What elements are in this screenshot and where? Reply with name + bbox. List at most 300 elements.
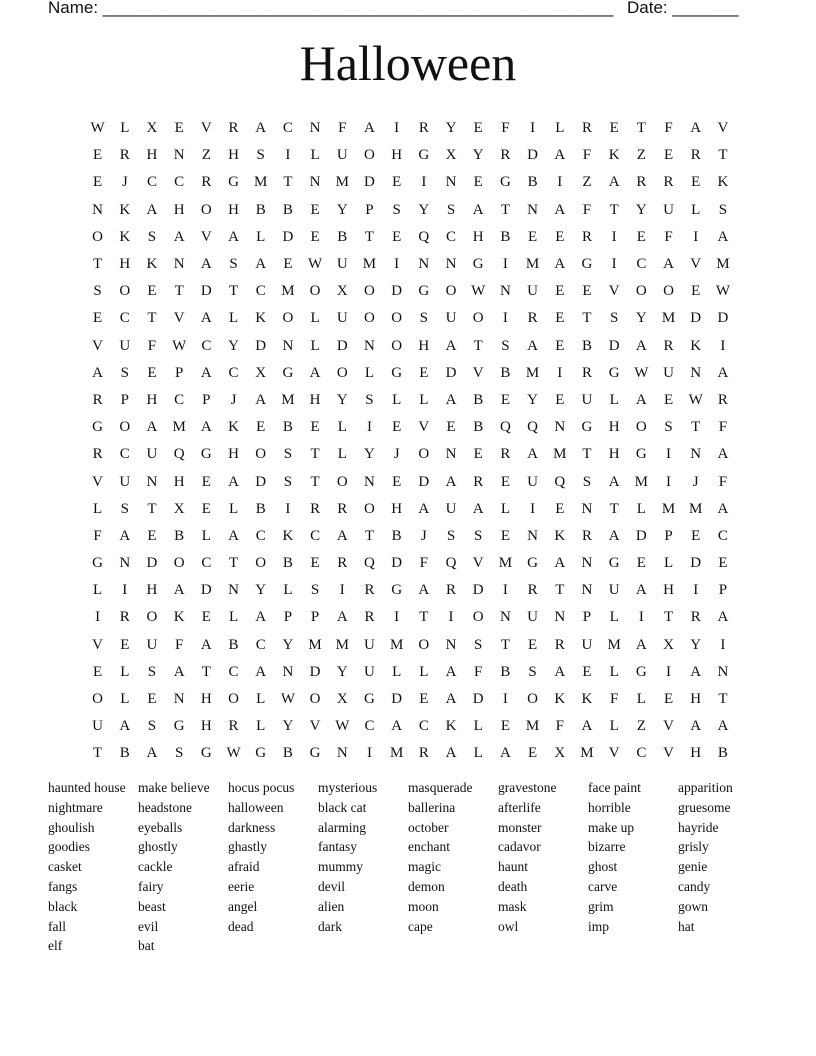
grid-letter: D bbox=[364, 174, 375, 191]
word-list-item: demon bbox=[408, 878, 445, 894]
grid-letter: O bbox=[255, 446, 267, 463]
grid-letter: E bbox=[473, 446, 483, 463]
grid-letter: G bbox=[608, 555, 620, 572]
header bbox=[48, 0, 748, 18]
grid-letter: R bbox=[364, 609, 375, 626]
grid-letter: A bbox=[336, 609, 348, 626]
grid-letter: D bbox=[418, 473, 430, 490]
grid-letter: Y bbox=[282, 636, 294, 653]
grid-letter: E bbox=[310, 201, 320, 218]
grid-letter: E bbox=[147, 691, 157, 708]
grid-letter: A bbox=[228, 527, 239, 544]
grid-letter: V bbox=[663, 718, 674, 735]
grid-letter: K bbox=[445, 718, 457, 735]
word-list-item: hocus pocus bbox=[228, 780, 295, 795]
grid-letter: M bbox=[634, 473, 649, 490]
grid-letter: N bbox=[499, 609, 511, 626]
grid-letter: H bbox=[228, 201, 239, 218]
grid-letter: O bbox=[336, 364, 348, 381]
grid-letter: E bbox=[419, 691, 429, 708]
word-list-item: apparition bbox=[678, 780, 733, 795]
grid-letter: M bbox=[661, 500, 676, 517]
grid-letter: B bbox=[282, 419, 293, 436]
word-list-item: gruesome bbox=[678, 799, 731, 815]
grid-letter: I bbox=[394, 120, 400, 137]
grid-letter: M bbox=[389, 745, 404, 762]
grid-letter: E bbox=[93, 310, 103, 327]
word-list bbox=[48, 780, 768, 958]
grid-letter: A bbox=[92, 364, 104, 381]
grid-letter: B bbox=[282, 555, 293, 572]
grid-letter: A bbox=[445, 337, 457, 354]
grid-letter: E bbox=[93, 663, 103, 680]
grid-letter: U bbox=[527, 473, 539, 490]
grid-letter: O bbox=[282, 310, 294, 327]
grid-letter: F bbox=[474, 663, 483, 680]
grid-letter: G bbox=[200, 745, 212, 762]
grid-letter: Z bbox=[636, 147, 646, 164]
grid-letter: U bbox=[119, 473, 131, 490]
grid-letter: K bbox=[690, 337, 702, 354]
grid-letter: Y bbox=[336, 201, 348, 218]
grid-letter: E bbox=[419, 364, 429, 381]
grid-letter: T bbox=[500, 201, 510, 218]
word-list-item: genie bbox=[678, 859, 708, 875]
grid-letter: N bbox=[527, 527, 539, 544]
grid-letter: M bbox=[281, 283, 295, 300]
grid-letter: E bbox=[636, 228, 646, 245]
grid-letter: W bbox=[226, 745, 241, 762]
grid-letter: T bbox=[582, 446, 592, 463]
grid-letter: F bbox=[664, 120, 673, 137]
grid-letter: H bbox=[173, 473, 185, 490]
grid-letter: Z bbox=[636, 718, 646, 735]
grid-letter: D bbox=[391, 555, 403, 572]
grid-letter: A bbox=[472, 201, 484, 218]
grid-letter: I bbox=[421, 174, 427, 191]
grid-letter: O bbox=[472, 310, 484, 327]
grid-letter: N bbox=[445, 636, 457, 653]
grid-letter: G bbox=[581, 256, 593, 273]
grid-letter: L bbox=[691, 201, 701, 218]
grid-letter: V bbox=[92, 636, 104, 653]
word-list-item: casket bbox=[48, 859, 82, 875]
grid-letter: A bbox=[119, 527, 131, 544]
grid-letter: C bbox=[446, 228, 457, 245]
grid-letter: E bbox=[528, 745, 538, 762]
grid-letter: N bbox=[690, 446, 702, 463]
grid-letter: B bbox=[255, 201, 266, 218]
grid-letter: H bbox=[690, 691, 702, 708]
grid-letter: B bbox=[581, 337, 592, 354]
grid-letter: L bbox=[310, 310, 320, 327]
grid-letter: I bbox=[502, 582, 508, 599]
word-list-item: death bbox=[498, 878, 528, 894]
grid-letter: G bbox=[635, 663, 647, 680]
grid-letter: R bbox=[418, 120, 429, 137]
grid-letter: E bbox=[582, 663, 592, 680]
grid-letter: A bbox=[554, 256, 566, 273]
grid-letter: K bbox=[717, 174, 729, 191]
word-list-item: mask bbox=[498, 898, 527, 914]
grid-letter: F bbox=[582, 147, 592, 164]
word-list-item: carve bbox=[588, 878, 618, 894]
grid-letter: R bbox=[663, 174, 674, 191]
grid-letter: Y bbox=[255, 582, 267, 599]
grid-letter: I bbox=[666, 663, 672, 680]
word-list-item: imp bbox=[588, 918, 610, 934]
grid-letter: E bbox=[93, 147, 103, 164]
grid-letter: T bbox=[500, 636, 510, 653]
grid-letter: B bbox=[473, 391, 484, 408]
word-list-item: beast bbox=[138, 898, 166, 914]
grid-letter: X bbox=[173, 500, 185, 517]
grid-letter: S bbox=[256, 147, 265, 164]
grid-letter: A bbox=[635, 636, 647, 653]
grid-letter: E bbox=[528, 228, 538, 245]
grid-letter: O bbox=[119, 419, 131, 436]
grid-letter: L bbox=[392, 663, 402, 680]
grid-letter: A bbox=[663, 256, 674, 273]
grid-letter: I bbox=[502, 310, 508, 327]
grid-letter: I bbox=[502, 256, 508, 273]
grid-letter: U bbox=[663, 201, 674, 218]
grid-letter: N bbox=[309, 174, 321, 191]
grid-letter: S bbox=[582, 473, 592, 490]
grid-letter: A bbox=[445, 391, 457, 408]
grid-letter: Y bbox=[690, 636, 702, 653]
word-list-item: fangs bbox=[48, 878, 78, 894]
word-list-item: cape bbox=[408, 918, 433, 934]
grid-letter: S bbox=[392, 201, 401, 218]
grid-letter: R bbox=[310, 500, 321, 517]
grid-letter: E bbox=[500, 718, 510, 735]
grid-letter: E bbox=[718, 555, 728, 572]
grid-letter: D bbox=[690, 310, 702, 327]
grid-letter: R bbox=[717, 391, 728, 408]
grid-letter: D bbox=[200, 582, 212, 599]
word-list-item: face paint bbox=[588, 780, 641, 795]
word-list-item: ghastly bbox=[228, 839, 267, 855]
grid-letter: G bbox=[608, 364, 620, 381]
grid-letter: R bbox=[527, 310, 538, 327]
grid-letter: A bbox=[717, 500, 729, 517]
grid-letter: R bbox=[581, 228, 592, 245]
grid-letter: V bbox=[200, 120, 212, 137]
grid-letter: V bbox=[663, 745, 674, 762]
word-list-item: eerie bbox=[228, 878, 255, 894]
grid-letter: L bbox=[473, 718, 483, 735]
word-list-item: gown bbox=[678, 898, 708, 914]
grid-letter: R bbox=[581, 364, 592, 381]
grid-letter: K bbox=[228, 419, 239, 436]
grid-letter: Y bbox=[635, 201, 647, 218]
grid-letter: I bbox=[611, 228, 617, 245]
grid-letter: Q bbox=[554, 473, 566, 490]
grid-letter: R bbox=[418, 745, 429, 762]
grid-letter: A bbox=[527, 337, 539, 354]
grid-letter: S bbox=[120, 500, 129, 517]
grid-letter: E bbox=[310, 419, 320, 436]
grid-letter: N bbox=[445, 256, 457, 273]
word-list-item: nightmare bbox=[48, 799, 103, 815]
grid-letter: P bbox=[174, 364, 184, 381]
grid-letter: G bbox=[391, 364, 403, 381]
grid-letter: C bbox=[255, 636, 266, 653]
grid-letter: N bbox=[309, 120, 321, 137]
grid-letter: N bbox=[717, 663, 729, 680]
grid-letter: L bbox=[228, 609, 239, 626]
grid-letter: G bbox=[92, 419, 104, 436]
grid-letter: X bbox=[663, 636, 674, 653]
grid-letter: E bbox=[392, 419, 402, 436]
grid-letter: M bbox=[525, 256, 540, 273]
grid-letter: T bbox=[636, 120, 646, 137]
grid-letter: A bbox=[255, 663, 267, 680]
grid-letter: O bbox=[418, 636, 430, 653]
grid-letter: S bbox=[174, 745, 184, 762]
grid-letter: H bbox=[146, 147, 158, 164]
grid-letter: S bbox=[718, 201, 728, 218]
grid-letter: C bbox=[364, 718, 375, 735]
grid-letter: B bbox=[282, 745, 293, 762]
grid-letter: O bbox=[418, 446, 430, 463]
word-list-item: headstone bbox=[138, 799, 192, 815]
grid-letter: G bbox=[228, 174, 239, 191]
grid-letter: J bbox=[393, 446, 400, 463]
grid-letter: T bbox=[663, 609, 674, 626]
grid-letter: L bbox=[392, 391, 402, 408]
grid-letter: P bbox=[202, 391, 211, 408]
word-list-item: ghoulish bbox=[48, 819, 95, 835]
grid-letter: S bbox=[310, 582, 320, 599]
grid-letter: B bbox=[500, 364, 511, 381]
grid-letter: I bbox=[530, 500, 536, 517]
grid-letter: U bbox=[364, 636, 375, 653]
grid-letter: S bbox=[474, 636, 483, 653]
grid-letter: E bbox=[446, 419, 456, 436]
date-line: Date: _______ bbox=[627, 0, 739, 17]
grid-letter: L bbox=[636, 500, 646, 517]
grid-letter: H bbox=[391, 147, 403, 164]
grid-letter: N bbox=[445, 446, 457, 463]
grid-letter: L bbox=[310, 337, 320, 354]
word-list-item: haunt bbox=[498, 859, 528, 875]
grid-letter: A bbox=[200, 256, 212, 273]
grid-letter: C bbox=[228, 663, 239, 680]
grid-letter: C bbox=[282, 120, 293, 137]
grid-letter: H bbox=[690, 745, 702, 762]
grid-letter: I bbox=[693, 228, 699, 245]
grid-letter: A bbox=[635, 337, 647, 354]
grid-letter: E bbox=[256, 419, 266, 436]
grid-letter: I bbox=[339, 582, 345, 599]
grid-letter: I bbox=[666, 446, 672, 463]
grid-letter: R bbox=[337, 500, 348, 517]
grid-letter: A bbox=[635, 391, 647, 408]
grid-letter: N bbox=[581, 500, 593, 517]
grid-letter: W bbox=[471, 283, 486, 300]
grid-letter: E bbox=[147, 364, 157, 381]
word-list-item: enchant bbox=[408, 839, 450, 855]
grid-letter: P bbox=[582, 609, 592, 626]
grid-letter: E bbox=[500, 391, 510, 408]
word-list-item: elf bbox=[48, 938, 63, 954]
letter-grid bbox=[84, 115, 737, 768]
grid-letter: G bbox=[499, 174, 511, 191]
grid-letter: N bbox=[282, 663, 294, 680]
grid-letter: S bbox=[147, 228, 157, 245]
grid-letter: A bbox=[554, 555, 566, 572]
grid-letter: H bbox=[608, 419, 620, 436]
grid-letter: H bbox=[119, 256, 131, 273]
grid-letter: U bbox=[527, 609, 539, 626]
word-list-item: cadavor bbox=[498, 839, 541, 855]
word-list-item: dead bbox=[228, 918, 254, 934]
grid-letter: V bbox=[309, 718, 321, 735]
grid-letter: C bbox=[255, 283, 266, 300]
grid-letter: N bbox=[445, 174, 457, 191]
grid-letter: I bbox=[666, 473, 672, 490]
grid-letter: Z bbox=[201, 147, 211, 164]
grid-letter: V bbox=[608, 745, 620, 762]
grid-letter: A bbox=[119, 718, 131, 735]
grid-letter: W bbox=[688, 391, 703, 408]
grid-letter: A bbox=[717, 446, 729, 463]
grid-letter: Y bbox=[228, 337, 239, 354]
grid-letter: S bbox=[147, 663, 157, 680]
grid-letter: C bbox=[174, 391, 185, 408]
grid-letter: U bbox=[608, 582, 620, 599]
grid-letter: O bbox=[364, 500, 375, 517]
grid-letter: U bbox=[581, 391, 593, 408]
word-list-item: afraid bbox=[228, 859, 260, 875]
grid-letter: A bbox=[690, 663, 702, 680]
grid-letter: A bbox=[336, 527, 348, 544]
grid-letter: E bbox=[201, 473, 211, 490]
grid-letter: G bbox=[364, 691, 375, 708]
grid-letter: J bbox=[420, 527, 427, 544]
grid-letter: L bbox=[120, 663, 130, 680]
grid-letter: E bbox=[555, 337, 565, 354]
grid-letter: A bbox=[146, 201, 158, 218]
grid-letter: N bbox=[173, 256, 185, 273]
grid-letter: P bbox=[120, 391, 129, 408]
grid-letter: L bbox=[663, 555, 674, 572]
grid-letter: B bbox=[473, 419, 484, 436]
grid-letter: H bbox=[146, 391, 158, 408]
grid-letter: B bbox=[228, 636, 239, 653]
grid-letter: O bbox=[635, 283, 647, 300]
grid-letter: M bbox=[254, 174, 268, 191]
grid-letter: P bbox=[664, 527, 673, 544]
grid-letter: R bbox=[228, 120, 239, 137]
grid-letter: N bbox=[418, 256, 430, 273]
grid-letter: K bbox=[119, 201, 131, 218]
grid-letter: O bbox=[173, 555, 185, 572]
grid-letter: N bbox=[554, 609, 566, 626]
grid-letter: E bbox=[663, 691, 674, 708]
grid-letter: L bbox=[419, 663, 429, 680]
word-list-item: darkness bbox=[228, 819, 276, 835]
grid-letter: L bbox=[609, 718, 619, 735]
grid-letter: F bbox=[147, 337, 157, 354]
grid-letter: T bbox=[147, 500, 157, 517]
grid-letter: R bbox=[663, 337, 674, 354]
grid-letter: O bbox=[255, 555, 267, 572]
word-list-item: dark bbox=[318, 918, 342, 934]
grid-letter: A bbox=[608, 527, 620, 544]
grid-letter: N bbox=[92, 201, 104, 218]
grid-letter: F bbox=[93, 527, 102, 544]
word-list-item: devil bbox=[318, 878, 345, 894]
grid-letter: F bbox=[501, 120, 510, 137]
grid-letter: E bbox=[691, 527, 701, 544]
grid-letter: R bbox=[473, 473, 484, 490]
grid-letter: T bbox=[201, 663, 211, 680]
grid-letter: P bbox=[310, 609, 320, 626]
grid-letter: A bbox=[527, 446, 539, 463]
grid-letter: I bbox=[394, 609, 400, 626]
grid-letter: P bbox=[283, 609, 293, 626]
grid-letter: M bbox=[525, 364, 540, 381]
grid-letter: O bbox=[228, 691, 239, 708]
grid-letter: M bbox=[553, 446, 567, 463]
grid-letter: A bbox=[418, 500, 430, 517]
grid-letter: H bbox=[309, 391, 321, 408]
grid-letter: T bbox=[310, 446, 320, 463]
word-list-item: fairy bbox=[138, 878, 164, 894]
grid-letter: V bbox=[418, 419, 430, 436]
grid-letter: R bbox=[500, 147, 511, 164]
grid-letter: R bbox=[500, 446, 511, 463]
grid-letter: Q bbox=[527, 419, 539, 436]
grid-letter: O bbox=[472, 609, 484, 626]
grid-letter: C bbox=[418, 718, 429, 735]
grid-letter: G bbox=[92, 555, 104, 572]
grid-letter: O bbox=[92, 691, 104, 708]
grid-letter: L bbox=[256, 718, 266, 735]
grid-letter: E bbox=[555, 391, 565, 408]
grid-letter: R bbox=[690, 147, 701, 164]
grid-letter: K bbox=[554, 691, 566, 708]
word-list-item: alien bbox=[318, 898, 345, 914]
grid-letter: S bbox=[365, 391, 374, 408]
grid-letter: N bbox=[146, 473, 158, 490]
grid-letter: U bbox=[581, 636, 593, 653]
word-list-item: black cat bbox=[318, 799, 367, 815]
grid-letter: A bbox=[472, 500, 484, 517]
grid-letter: R bbox=[337, 555, 348, 572]
grid-letter: S bbox=[283, 446, 293, 463]
grid-letter: N bbox=[119, 555, 131, 572]
grid-letter: S bbox=[501, 337, 510, 354]
grid-letter: S bbox=[283, 473, 293, 490]
grid-letter: L bbox=[419, 391, 429, 408]
grid-letter: A bbox=[200, 419, 212, 436]
grid-letter: O bbox=[364, 283, 375, 300]
grid-letter: T bbox=[555, 582, 565, 599]
grid-letter: S bbox=[664, 419, 673, 436]
grid-letter: G bbox=[200, 446, 212, 463]
grid-letter: R bbox=[446, 582, 457, 599]
grid-letter: N bbox=[499, 283, 511, 300]
grid-letter: E bbox=[392, 473, 402, 490]
grid-letter: O bbox=[92, 228, 104, 245]
grid-letter: D bbox=[200, 283, 212, 300]
grid-letter: M bbox=[281, 391, 295, 408]
grid-letter: X bbox=[554, 745, 566, 762]
